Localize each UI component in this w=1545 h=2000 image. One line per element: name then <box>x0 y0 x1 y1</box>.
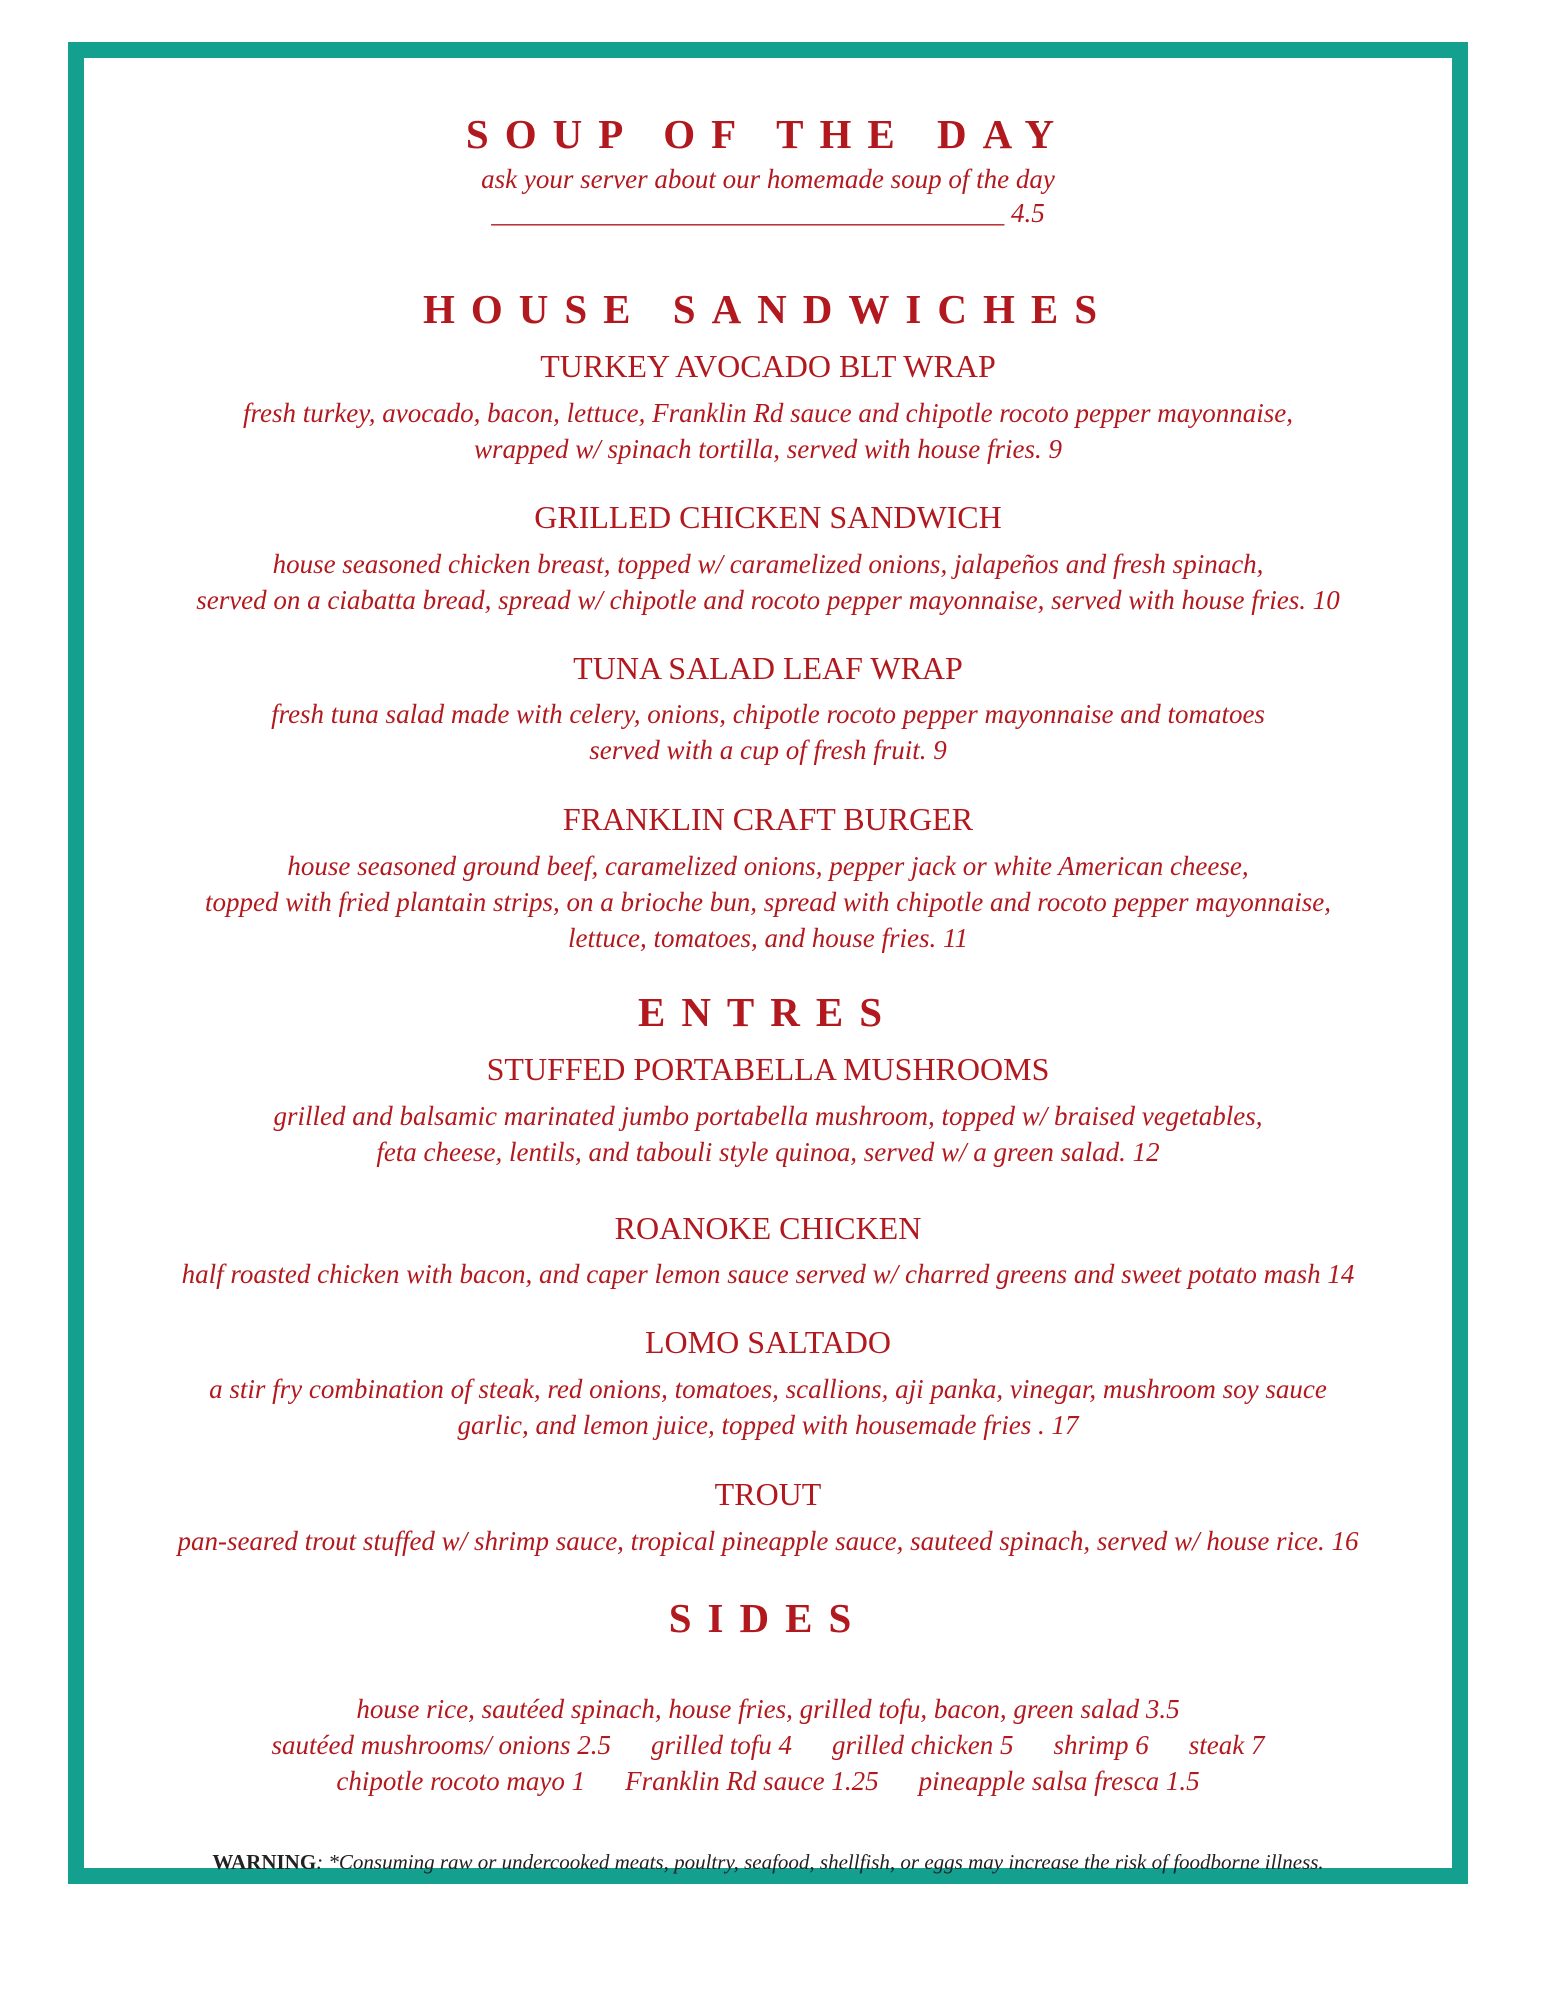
item-lomo-saltado: LOMO SALTADO <box>644 1324 892 1360</box>
side-item: chipotle rocoto mayo 1 <box>336 1766 586 1796</box>
item-description-line: served with a cup of fresh fruit. 9 <box>589 735 947 765</box>
warning-label: WARNING <box>212 1850 317 1874</box>
item-description-line: fresh turkey, avocado, bacon, lettuce, Franklin Rd sauce and chipotle rocoto pepper mayonnaise, <box>243 398 1293 428</box>
item-trout: TROUT <box>714 1476 822 1512</box>
item-description-line: topped with fried plantain strips, on a brioche bun, spread with chipotle and rocoto pepper mayonnaise, <box>205 887 1331 917</box>
item-description-line: house seasoned chicken breast, topped w/ caramelized onions, jalapeños and fresh spinach, <box>272 549 1264 579</box>
sides-line-3 <box>84 1766 1452 1797</box>
sides-line-2 <box>84 1730 1452 1761</box>
soup-note: ask your server about our homemade soup of the day <box>481 164 1055 194</box>
side-item: shrimp 6 <box>1053 1730 1149 1760</box>
item-description-line: garlic, and lemon juice, topped with housemade fries . 17 <box>457 1410 1079 1440</box>
side-item: pineapple salsa fresca 1.5 <box>918 1766 1200 1796</box>
soup-heading: SOUP OF THE DAY <box>465 111 1071 157</box>
item-grilled-chicken-sandwich: GRILLED CHICKEN SANDWICH <box>534 499 1002 535</box>
item-franklin-craft-burger: FRANKLIN CRAFT BURGER <box>562 801 974 837</box>
item-description-line: served on a ciabatta bread, spread w/ chipotle and rocoto pepper mayonnaise, served with house fries. 10 <box>196 585 1340 615</box>
item-description-line: fresh tuna salad made with celery, onions, chipotle rocoto pepper mayonnaise and tomatoes <box>271 699 1265 729</box>
side-item: steak 7 <box>1188 1730 1265 1760</box>
item-description-line: feta cheese, lentils, and tabouli style quinoa, served w/ a green salad. 12 <box>376 1137 1160 1167</box>
side-item: grilled tofu 4 <box>651 1730 793 1760</box>
item-description-line: grilled and balsamic marinated jumbo portabella mushroom, topped w/ braised vegetables, <box>273 1101 1263 1131</box>
item-turkey-avocado-blt-wrap: TURKEY AVOCADO BLT WRAP <box>540 348 996 384</box>
side-item: sautéed mushrooms/ onions 2.5 <box>271 1730 612 1760</box>
side-item: Franklin Rd sauce 1.25 <box>625 1766 879 1796</box>
item-description-line: a stir fry combination of steak, red onions, tomatoes, scallions, aji panka, vinegar, mushroom soy sauce <box>209 1374 1327 1404</box>
item-description-line: pan-seared trout stuffed w/ shrimp sauce, tropical pineapple sauce, sauteed spinach, served w/ house rice. 16 <box>177 1526 1359 1556</box>
warning-text: : *Consuming raw or undercooked meats, poultry, seafood, shellfish, or eggs may increase the risk of foodborne illness. <box>316 1850 1324 1874</box>
item-stuffed-portabella-mushrooms: STUFFED PORTABELLA MUSHROOMS <box>486 1051 1050 1087</box>
item-description-line: house seasoned ground beef, caramelized onions, pepper jack or white American cheese, <box>287 851 1249 881</box>
item-description-line: wrapped w/ spinach tortilla, served with house fries. 9 <box>474 434 1062 464</box>
item-description-line: half roasted chicken with bacon, and caper lemon sauce served w/ charred greens and sweet potato mash 14 <box>181 1259 1355 1289</box>
item-roanoke-chicken: ROANOKE CHICKEN <box>614 1210 922 1246</box>
soup-price-line: ______________________________________ 4.5 <box>491 198 1045 228</box>
warning-notice <box>84 1850 1452 1875</box>
item-description-line: lettuce, tomatoes, and house fries. 11 <box>568 923 968 953</box>
side-item: grilled chicken 5 <box>832 1730 1014 1760</box>
sides-heading: SIDES <box>668 1595 868 1641</box>
sides-line-1: house rice, sautéed spinach, house fries, grilled tofu, bacon, green salad 3.5 <box>356 1694 1180 1724</box>
item-tuna-salad-leaf-wrap: TUNA SALAD LEAF WRAP <box>573 650 963 686</box>
menu-frame <box>68 42 1468 1884</box>
house-sandwiches-heading: HOUSE SANDWICHES <box>422 286 1114 332</box>
entres-heading: ENTRES <box>637 989 899 1035</box>
